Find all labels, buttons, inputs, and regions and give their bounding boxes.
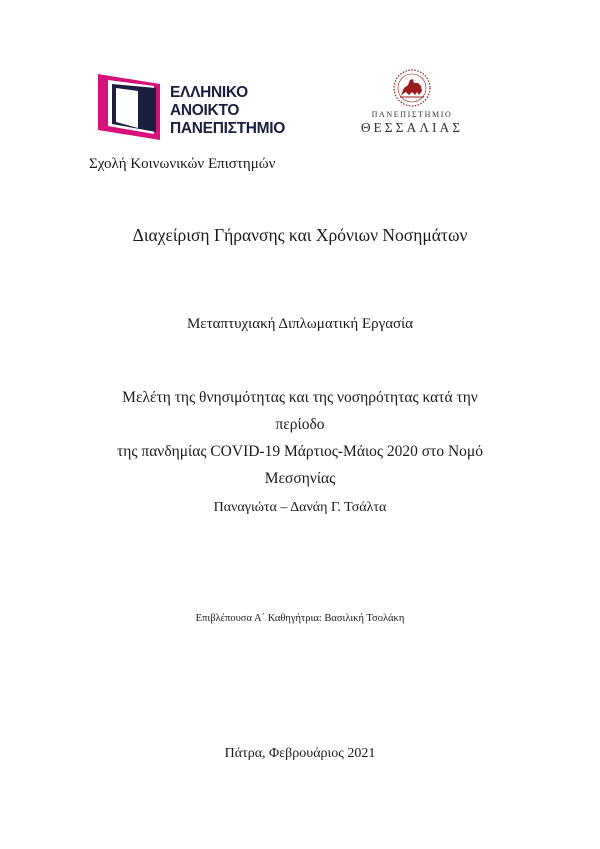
- thesis-title-line: Μελέτη της θνησιμότητας και της νοσηρότητας κατά την περίοδο: [122, 389, 478, 433]
- thesis-title: [110, 384, 490, 492]
- uth-logo: [352, 68, 472, 148]
- document-type: Μεταπτυχιακή Διπλωματική Εργασία: [186, 316, 414, 332]
- eap-logo: [98, 72, 298, 144]
- school-name: Σχολή Κοινωνικών Επιστημών: [89, 156, 276, 172]
- eap-logo-line3: ΠΑΝΕΠΙΣΤΗΜΙΟ: [170, 120, 286, 137]
- eap-logo-line1: ΕΛΛΗΝΙΚΟ: [170, 84, 248, 101]
- eap-logo-text: [170, 84, 285, 138]
- author-name: Παναγιώτα – Δανάη Γ. Τσάλτα: [213, 500, 387, 515]
- thesis-title-line: της πανδημίας COVID-19 Μάρτιος-Μάιος 2020 στο Νομό: [117, 443, 483, 460]
- place-date: Πάτρα, Φεβρουάριος 2021: [224, 746, 376, 761]
- uth-seal-icon: [390, 68, 434, 108]
- uth-logo-line2: ΘΕΣΣΑΛΙΑΣ: [360, 120, 464, 135]
- uth-logo-line1: ΠΑΝΕΠΙΣΤΗΜΙΟ: [371, 110, 453, 119]
- eap-logo-line2: ΑΝΟΙΚΤΟ: [170, 102, 240, 119]
- thesis-title-line: Μεσσηνίας: [264, 470, 336, 487]
- supervisor: Επιβλέπουσα Α΄ Καθηγήτρια: Βασιλική Τσολάκη: [195, 613, 405, 624]
- eap-logo-mark-icon: [98, 72, 162, 142]
- program-title: Διαχείριση Γήρανσης και Χρόνιων Νοσημάτων: [132, 225, 468, 245]
